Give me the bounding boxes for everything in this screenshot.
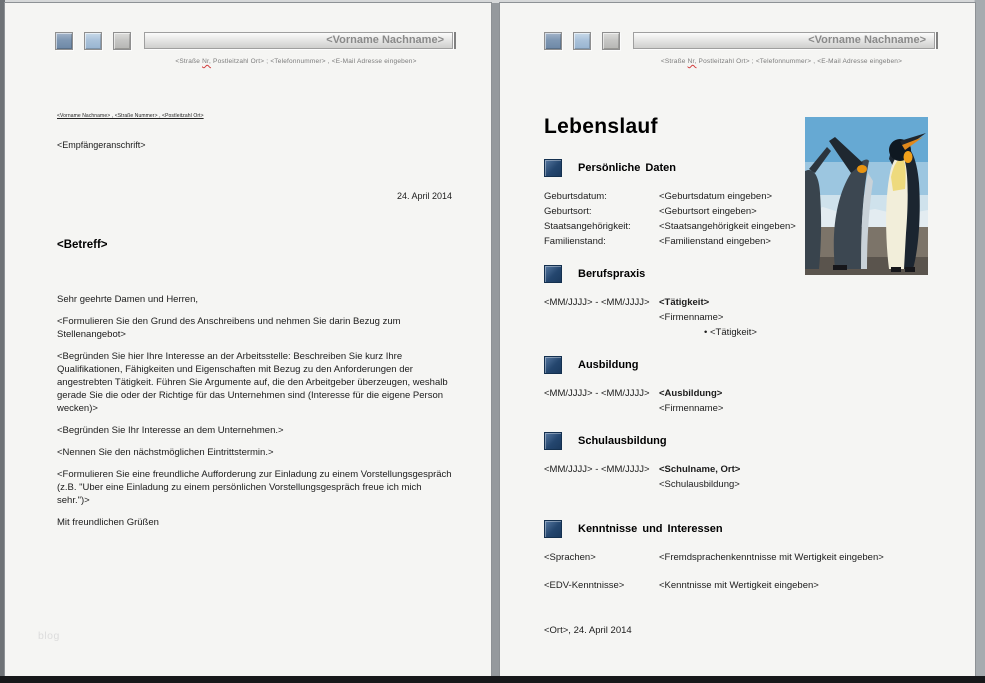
spellcheck-word: Nr, bbox=[687, 58, 697, 65]
section-work-heading bbox=[544, 265, 976, 283]
navy-square-icon bbox=[544, 159, 562, 177]
section-heading-label: Kenntnisse und Interessen bbox=[578, 523, 723, 535]
company-field[interactable]: <Firmenname> bbox=[659, 312, 724, 323]
row-label-field[interactable]: <Sprachen> bbox=[544, 552, 596, 563]
row-value-field[interactable]: <Staatsangehörigkeit eingeben> bbox=[659, 221, 796, 232]
navy-square-icon bbox=[544, 520, 562, 538]
cv-page bbox=[500, 3, 975, 676]
cover-letter-page bbox=[5, 3, 491, 676]
letter-date: 24. April 2014 bbox=[396, 191, 452, 201]
training-entry bbox=[544, 386, 976, 401]
cv-footer: <Ort>, 24. April 2014 bbox=[544, 625, 632, 636]
gray-square-icon bbox=[113, 32, 131, 50]
subject-field[interactable]: <Betreff> bbox=[57, 239, 108, 251]
entry-title-field[interactable]: <Tätigkeit> bbox=[659, 297, 710, 308]
contact-line[interactable] bbox=[544, 58, 935, 65]
letter-paragraph[interactable]: <Formulieren Sie eine freundliche Aufforderung zur Einladung zu einem Vorstellungsgespräch (z.B. "Uber eine Einladung zu einem persönlichen Vorstellungsgespräch freue ich mich sehr.")> bbox=[57, 469, 452, 506]
name-field[interactable] bbox=[633, 32, 935, 49]
blog-watermark: blog bbox=[38, 630, 60, 642]
contact-part1: <Straße bbox=[660, 58, 686, 65]
name-field-text: <Vorname Nachname> bbox=[808, 34, 926, 46]
row-value-field[interactable]: <Geburtsdatum eingeben> bbox=[659, 191, 773, 202]
section-heading-label: Berufspraxis bbox=[578, 268, 646, 280]
gray-square-icon bbox=[602, 32, 620, 50]
row-label: Geburtsort: bbox=[544, 206, 592, 217]
contact-line[interactable] bbox=[55, 58, 453, 65]
row-value-field[interactable]: <Geburtsort eingeben> bbox=[659, 206, 757, 217]
cv-header bbox=[544, 32, 935, 65]
name-field-text: <Vorname Nachname> bbox=[326, 34, 444, 46]
row-value-field[interactable]: <Fremdsprachenkenntnisse mit Wertigkeit eingeben> bbox=[659, 552, 884, 563]
contact-part2: Postleitzahl Ort> ; <Telefonnummer> , <E-Mail Adresse eingeben> bbox=[213, 58, 417, 65]
work-bullet-field[interactable]: • <Tätigkeit> bbox=[544, 325, 976, 340]
blue-square-icon bbox=[544, 32, 562, 50]
navy-square-icon bbox=[544, 265, 562, 283]
section-training-heading bbox=[544, 356, 976, 374]
letter-paragraph[interactable]: <Begründen Sie Ihr Interesse an dem Unternehmen.> bbox=[57, 425, 284, 436]
section-personal-heading bbox=[544, 159, 976, 177]
letter-paragraph[interactable]: <Formulieren Sie den Grund des Anschreibens und nehmen Sie darin Bezug zum Stellenangebot> bbox=[57, 316, 401, 340]
letter-header bbox=[55, 32, 453, 65]
section-heading-label: Ausbildung bbox=[578, 359, 639, 371]
navy-square-icon bbox=[544, 356, 562, 374]
blue-square-icon bbox=[55, 32, 73, 50]
period-field[interactable]: <MM/JJJJ> - <MM/JJJJ> bbox=[544, 388, 650, 399]
entry-title-field[interactable]: <Schulname, Ort> bbox=[659, 464, 741, 475]
letter-paragraph[interactable]: <Nennen Sie den nächstmöglichen Eintrittstermin.> bbox=[57, 447, 274, 458]
letter-paragraph[interactable]: <Begründen Sie hier Ihre Interesse an der Arbeitsstelle: Beschreiben Sie kurz Ihre Qualifikationen, Fähigkeiten und Eigenschaften mit Bezug zu den Anforderungen der angestrebten Tätigkeit. Führen Sie Argumente auf, die den Arbeitgeber überzeugen, weshalb gerade Sie die oder der Richtige für das Unternehmen sind (Interesse für die eigene Person wecken)> bbox=[57, 351, 448, 414]
section-skills-heading bbox=[544, 520, 976, 538]
contact-part2: Postleitzahl Ort> ; <Telefonnummer> , <E-Mail Adresse eingeben> bbox=[698, 58, 903, 65]
row-label: Familienstand: bbox=[544, 236, 606, 247]
bottom-edge-bar bbox=[0, 676, 985, 683]
lightblue-square-icon bbox=[573, 32, 591, 50]
row-value-field[interactable]: <Kenntnisse mit Wertigkeit eingeben> bbox=[659, 580, 819, 591]
letter-body bbox=[57, 293, 454, 529]
personal-row bbox=[544, 234, 976, 249]
personal-row bbox=[544, 189, 976, 204]
spellcheck-word: Nr, bbox=[202, 58, 212, 65]
row-label-field[interactable]: <EDV-Kenntnisse> bbox=[544, 580, 625, 591]
period-field[interactable]: <MM/JJJJ> - <MM/JJJJ> bbox=[544, 297, 650, 308]
recipient-field[interactable]: <Empfängeranschrift> bbox=[57, 140, 146, 150]
cv-content bbox=[544, 115, 976, 593]
school-entry bbox=[544, 462, 976, 477]
company-field[interactable]: <Firmenname> bbox=[659, 403, 724, 414]
name-field[interactable] bbox=[144, 32, 453, 49]
school-detail-field[interactable]: <Schulausbildung> bbox=[659, 479, 740, 490]
sender-line[interactable]: <Vorname Nachname> , <Straße Nummer> , <Postleitzahl Ort> bbox=[57, 113, 204, 119]
navy-square-icon bbox=[544, 432, 562, 450]
contact-part1: <Straße bbox=[175, 58, 201, 65]
section-heading-label: Persönliche Daten bbox=[578, 162, 676, 174]
row-value-field[interactable]: <Familienstand eingeben> bbox=[659, 236, 771, 247]
skills-row bbox=[544, 550, 976, 565]
personal-row bbox=[544, 219, 976, 234]
entry-title-field[interactable]: <Ausbildung> bbox=[659, 388, 723, 399]
section-school-heading bbox=[544, 432, 976, 450]
row-label: Staatsangehörigkeit: bbox=[544, 221, 631, 232]
lightblue-square-icon bbox=[84, 32, 102, 50]
row-label: Geburtsdatum: bbox=[544, 191, 607, 202]
personal-row bbox=[544, 204, 976, 219]
work-entry bbox=[544, 295, 976, 310]
period-field[interactable]: <MM/JJJJ> - <MM/JJJJ> bbox=[544, 464, 650, 475]
salutation: Sehr geehrte Damen und Herren, bbox=[57, 294, 198, 305]
cv-title: Lebenslauf bbox=[544, 115, 658, 138]
closing: Mit freundlichen Grüßen bbox=[57, 517, 159, 528]
section-heading-label: Schulausbildung bbox=[578, 435, 667, 447]
skills-row bbox=[544, 578, 976, 593]
